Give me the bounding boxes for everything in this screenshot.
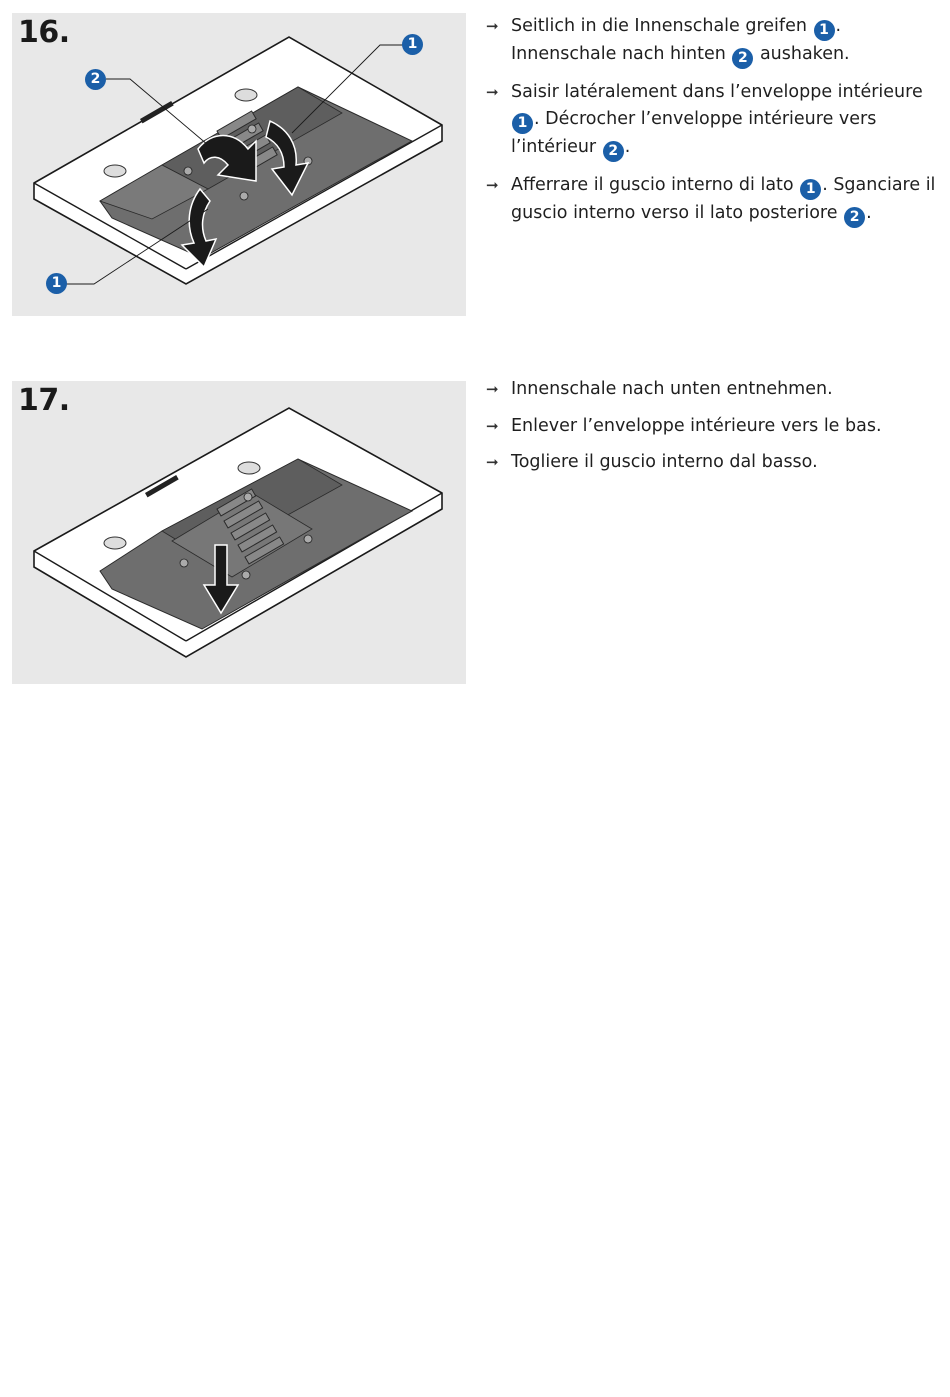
instruction-text: . [866,202,872,223]
arrow-right-icon: ➞ [486,453,499,471]
step-17-instructions [486,376,936,486]
callout-badge: 1 [512,113,533,134]
instruction-text: . Décrocher l’enveloppe intérieure vers l’intérieur [511,108,877,157]
step-16-figure [12,13,466,316]
instruction-text: Enlever l’enveloppe intérieure vers le bas. [511,415,882,436]
step-number: 17. [18,383,70,418]
callout-badge: 1 [814,20,835,41]
instruction-de [486,376,936,403]
callout-badge: 2 [844,207,865,228]
step-16-instructions [486,13,936,238]
step-number: 16. [18,15,70,50]
callout-badge: 2 [603,141,624,162]
instruction-text: . [624,136,631,157]
arrow-right-icon: ➞ [486,416,499,435]
instruction-fr [486,413,936,440]
instruction-it [486,449,936,476]
arrow-right-icon: ➞ [486,380,499,398]
callout-badge: 1 [800,179,821,200]
arrow-right-icon: ➞ [486,17,499,35]
step-17-figure [12,381,466,684]
callout-badge: 2 [85,69,106,90]
range-hood-illustration-icon [12,381,466,684]
arrow-right-icon: ➞ [486,83,499,101]
callout-badge: 1 [46,273,67,294]
instruction-text: Togliere il guscio interno dal basso. [511,452,818,472]
instruction-text: Seitlich in die Innenschale greifen [511,16,813,36]
instruction-text: aushaken. [754,44,850,64]
instruction-text: Afferrare il guscio interno di lato [511,174,800,195]
instruction-text: Innenschale nach unten entnehmen. [511,379,833,399]
callout-badge: 1 [402,34,423,55]
instruction-text: . Sganciare il guscio interno verso il lato posteriore [511,174,936,223]
instruction-text: . Innenschale nach hinten [511,16,842,64]
instruction-it [486,172,936,228]
instruction-text: Saisir latéralement dans l’enveloppe intérieure [511,82,923,102]
instruction-fr [486,79,936,162]
range-hood-illustration-icon [12,13,466,316]
callout-badge: 2 [732,48,753,69]
arrow-right-icon: ➞ [486,175,499,194]
instruction-de [486,13,936,69]
